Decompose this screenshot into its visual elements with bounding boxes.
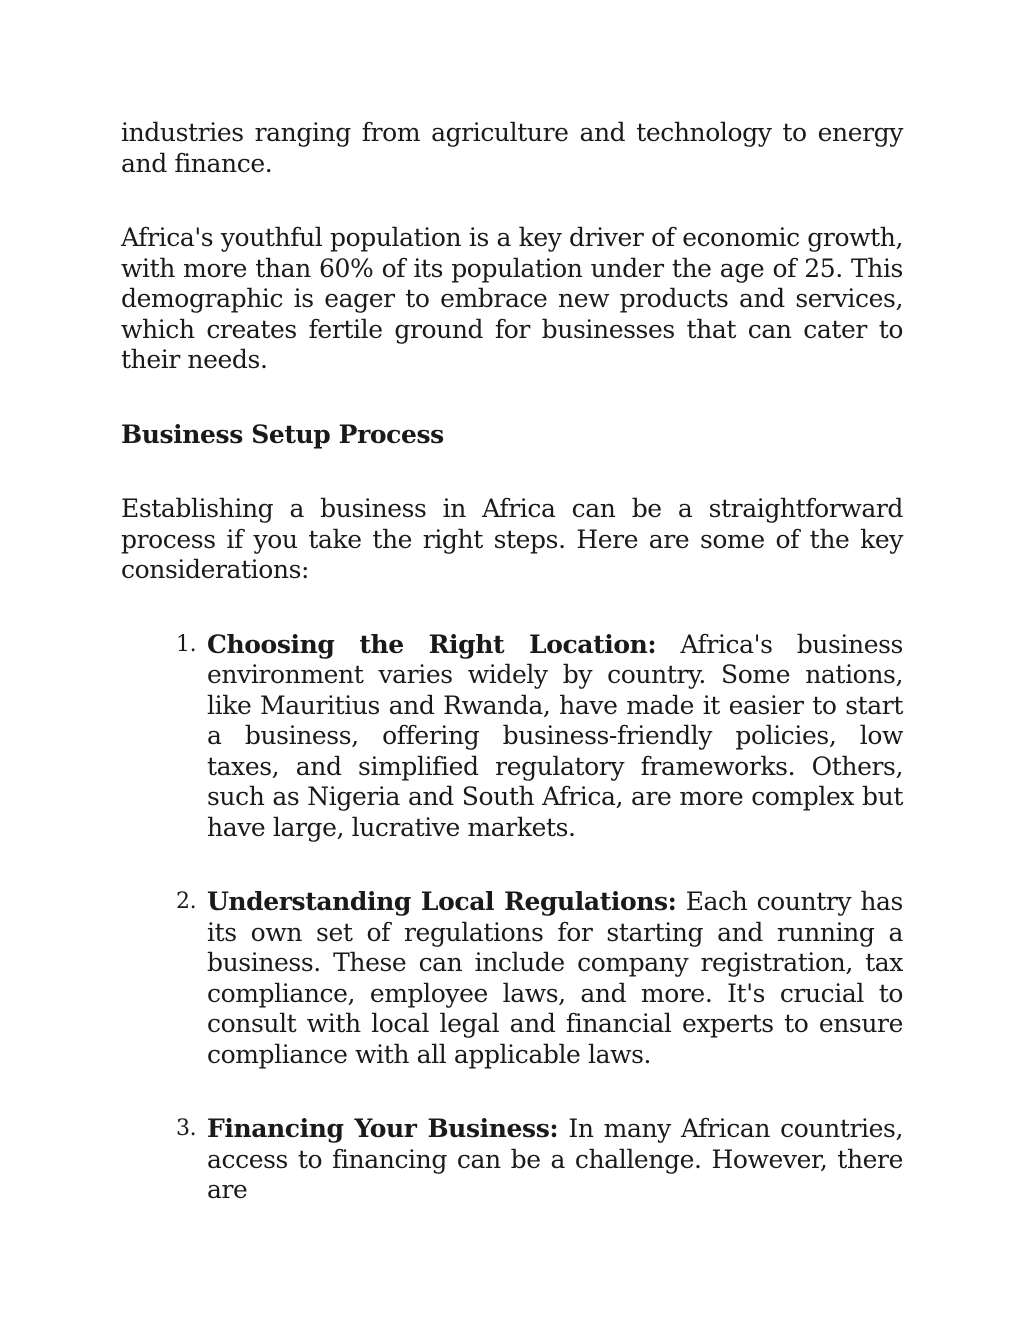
section-intro-paragraph: Establishing a business in Africa can be a straightforward process if you take the right steps. Here are some of the key considerations: <box>121 494 903 584</box>
intro-continuation-paragraph: industries ranging from agriculture and technology to energy and finance. <box>121 118 903 178</box>
list-item-title: Understanding Local Regulations: <box>207 887 677 916</box>
list-item-text: Each country has its own set of regulations for starting and running a business. These can include company registration, tax compliance, employee laws, and more. It's crucial to consult with local legal and financial experts to ensure compliance with all applicable laws. <box>207 887 903 1069</box>
section-heading: Business Setup Process <box>121 419 444 449</box>
list-item-number: 2. <box>176 889 197 914</box>
youth-population-paragraph: Africa's youthful population is a key driver of economic growth, with more than 60% of its population under the age of 25. This demographic is eager to embrace new products and services, which creates fertile ground for businesses that can cater to their needs. <box>121 223 903 374</box>
list-item-text: In many African countries, access to financing can be a challenge. However, there are <box>207 1114 903 1204</box>
list-item-title: Financing Your Business: <box>207 1114 559 1143</box>
list-item <box>176 629 903 844</box>
list-item-text: Africa's business environment varies widely by country. Some nations, like Mauritius and Rwanda, have made it easier to start a business, offering business-friendly policies, low taxes, and simplified regulatory frameworks. Others, such as Nigeria and South Africa, are more complex but have large, lucrative markets. <box>207 629 903 842</box>
list-item-number: 1. <box>176 631 197 657</box>
list-item <box>176 1114 903 1206</box>
steps-list <box>121 630 903 1206</box>
list-item-number: 3. <box>176 1116 197 1141</box>
list-item-title: Choosing the Right Location: <box>207 629 657 659</box>
document-page <box>121 118 903 1250</box>
list-item <box>176 887 903 1070</box>
